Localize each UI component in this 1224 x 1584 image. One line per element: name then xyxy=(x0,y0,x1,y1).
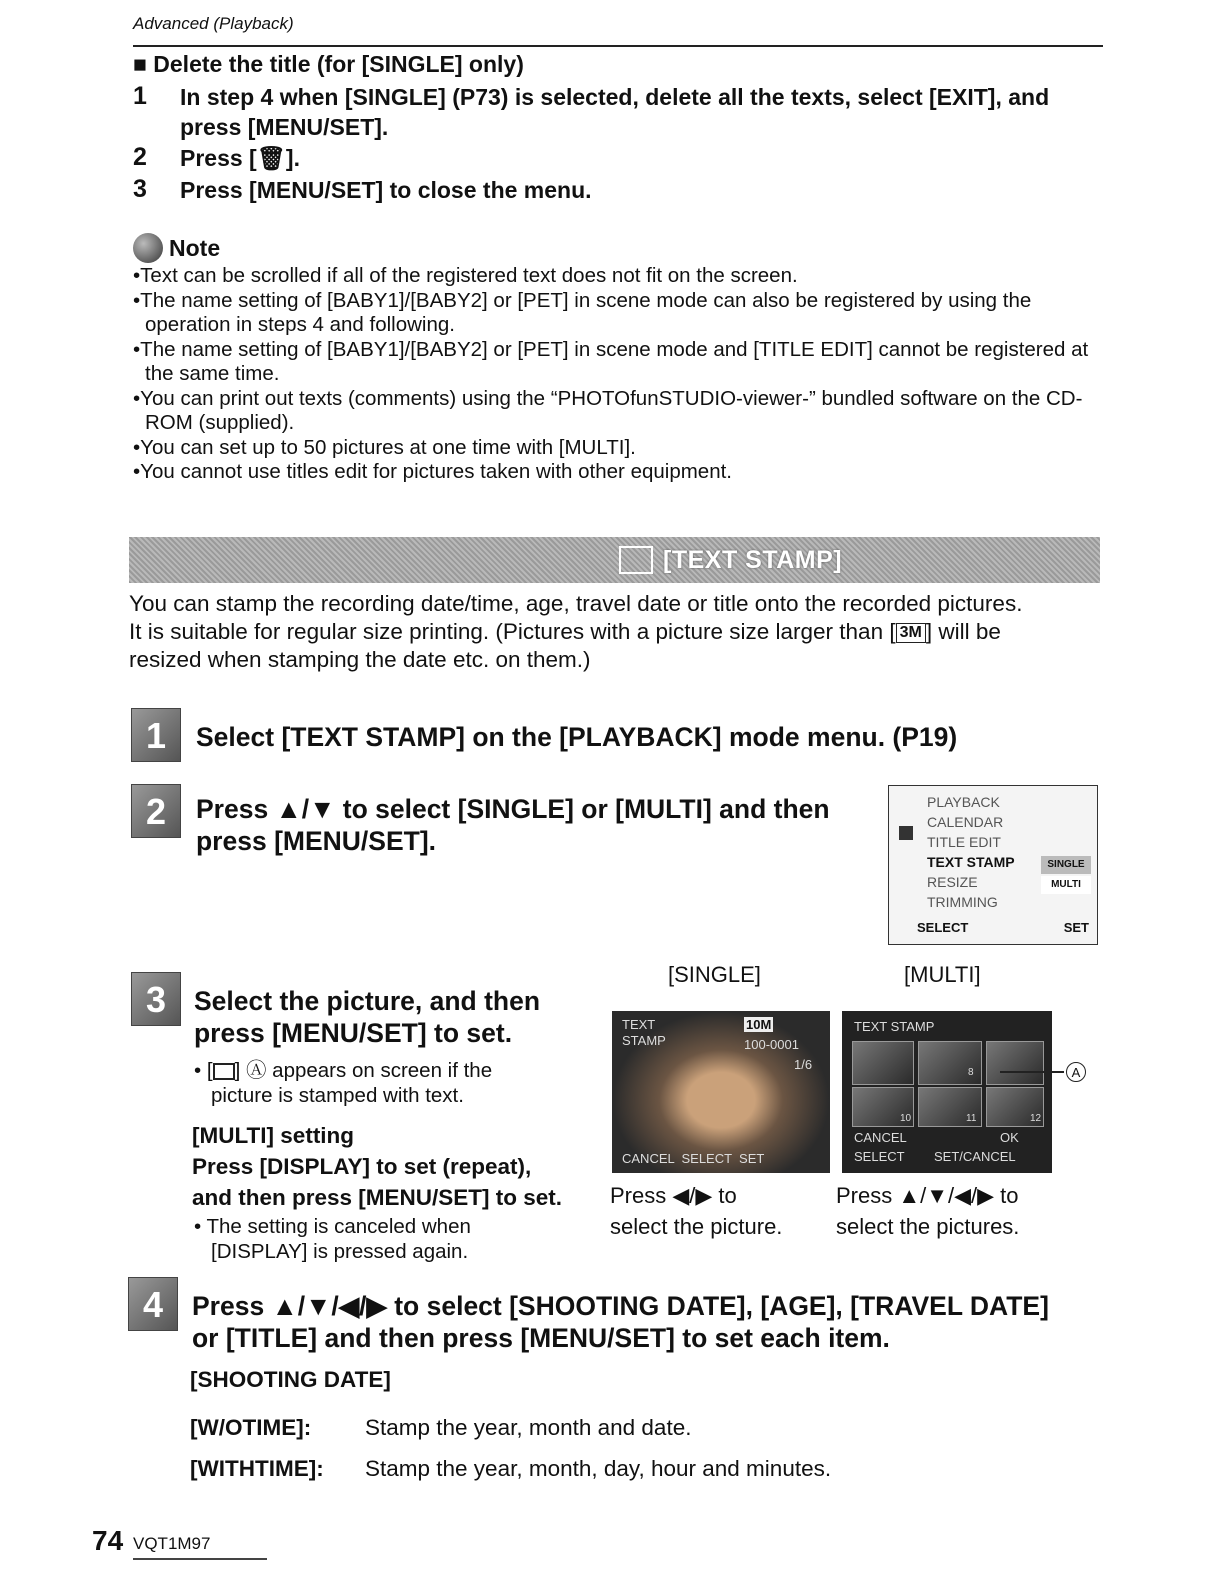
delete-step-2-num: 2 xyxy=(133,143,147,171)
multi-setting-block xyxy=(192,1120,612,1213)
multi-setting-line-2: and then press [MENU/SET] to set. xyxy=(192,1185,563,1210)
multi-foot-ok: OK xyxy=(1000,1130,1019,1145)
intro-line-1: You can stamp the recording date/time, age, travel date or title onto the recorded pictures. xyxy=(129,591,1023,616)
step-3-line-2: press [MENU/SET] to set. xyxy=(194,1018,513,1048)
single-top-left: TEXT STAMP xyxy=(622,1017,666,1048)
multi-caption-1: Press ▲/▼/◀/▶ to xyxy=(836,1183,1019,1208)
menu-item-text-stamp: TEXT STAMP xyxy=(927,854,1015,870)
text-stamp-icon xyxy=(619,546,653,574)
text-stamp-mark-icon xyxy=(213,1063,235,1080)
multi-caption-2: select the pictures. xyxy=(836,1214,1020,1239)
single-caption-2: select the picture. xyxy=(610,1214,783,1239)
multi-thumb xyxy=(852,1041,914,1085)
note-item: •You can set up to 50 pictures at one time with [MULTI]. xyxy=(133,435,636,459)
multi-num: 12 xyxy=(1030,1113,1042,1124)
multi-foot-select: SELECT xyxy=(854,1149,905,1164)
note-icon xyxy=(133,233,163,263)
multi-caption xyxy=(836,1180,1019,1242)
step-4-text xyxy=(192,1290,1049,1354)
delete-title-heading: ■ Delete the title (for [SINGLE] only) xyxy=(133,51,524,77)
intro-line-2b: ] will be xyxy=(925,619,1001,644)
bullet-2a: • The setting is canceled when xyxy=(194,1215,471,1238)
playback-tab-icon xyxy=(899,826,913,840)
marker-a: A xyxy=(1066,1062,1086,1082)
menu-item-title-edit: TITLE EDIT xyxy=(927,834,1001,850)
size-3m-icon: 3M xyxy=(896,623,926,643)
single-caption xyxy=(610,1180,782,1242)
note-item: •You can print out texts (comments) using the “PHOTOfunSTUDIO-viewer-” bundled software on the CD-ROM (supplied). xyxy=(133,386,1083,434)
multi-num: 8 xyxy=(968,1067,974,1078)
option-wotime-value: Stamp the year, month and date. xyxy=(365,1415,692,1440)
intro-line-2 xyxy=(129,618,1104,646)
playback-menu-screen xyxy=(888,785,1098,945)
menu-foot-set: SET xyxy=(1063,920,1089,935)
shooting-date-heading: [SHOOTING DATE] xyxy=(190,1367,391,1392)
menu-title: PLAYBACK xyxy=(927,794,1000,810)
step-3-bullet-1 xyxy=(194,1058,594,1108)
multi-thumb xyxy=(918,1041,982,1085)
delete-step-1-num: 1 xyxy=(133,82,147,110)
single-file: 100-0001 xyxy=(744,1037,799,1052)
delete-step-3-num: 3 xyxy=(133,175,147,203)
step-2-badge: 2 xyxy=(131,784,181,838)
menu-option-multi: MULTI xyxy=(1041,876,1091,894)
delete-step-3-text: Press [MENU/SET] to close the menu. xyxy=(180,177,592,203)
step-3-badge: 3 xyxy=(131,972,181,1026)
multi-thumb xyxy=(986,1041,1044,1085)
option-withtime-key: [WITHTIME]: xyxy=(190,1456,324,1481)
single-screen xyxy=(612,1011,830,1173)
note-heading-text: Note xyxy=(169,234,221,261)
step-1-text: Select [TEXT STAMP] on the [PLAYBACK] mode menu. (P19) xyxy=(196,722,958,752)
multi-foot-setcancel: SET/CANCEL xyxy=(934,1149,1016,1164)
step-2-line-1: Press ▲/▼ to select [SINGLE] or [MULTI] and then xyxy=(196,794,830,824)
step-2-line-2: press [MENU/SET]. xyxy=(196,826,437,856)
single-caption-1: Press ◀/▶ to xyxy=(610,1183,737,1208)
multi-setting-line-1: Press [DISPLAY] to set (repeat), xyxy=(192,1154,532,1179)
single-size: 10M xyxy=(746,1017,772,1032)
multi-foot-cancel: CANCEL xyxy=(854,1130,907,1145)
menu-item-calendar: CALENDAR xyxy=(927,814,1004,830)
bullet-1a: • [ xyxy=(194,1059,213,1082)
section-header: Advanced (Playback) xyxy=(133,14,294,33)
menu-item-resize: RESIZE xyxy=(927,874,978,890)
option-wotime-key: [W/OTIME]: xyxy=(190,1415,312,1440)
footer-rule xyxy=(133,1558,267,1560)
delete-step-2-text: Press [🗑]. xyxy=(180,145,300,171)
option-withtime-value: Stamp the year, month, day, hour and minutes. xyxy=(365,1456,832,1481)
intro-line-3: resized when stamping the date etc. on them.) xyxy=(129,647,591,672)
note-heading xyxy=(133,233,220,263)
single-count: 1/6 xyxy=(794,1057,813,1072)
bullet-1b: ] Ⓐ appears on screen if the xyxy=(234,1059,493,1082)
menu-foot-select: SELECT xyxy=(917,920,969,935)
text-stamp-banner xyxy=(129,537,1100,583)
multi-title: TEXT STAMP xyxy=(854,1019,935,1034)
step-3-bullet-2 xyxy=(194,1214,594,1264)
delete-step-1-text: In step 4 when [SINGLE] (P73) is selected, delete all the texts, select [EXIT], and press [MENU/SET]. xyxy=(180,84,1050,140)
bullet-2b: [DISPLAY] is pressed again. xyxy=(211,1240,469,1263)
multi-num: 11 xyxy=(966,1113,977,1124)
banner-title: [TEXT STAMP] xyxy=(663,545,843,574)
note-list xyxy=(133,264,1103,485)
single-foot: CANCEL SELECT SET xyxy=(622,1151,765,1166)
multi-setting-heading: [MULTI] setting xyxy=(192,1123,355,1148)
page-number: 74 xyxy=(92,1525,124,1556)
step-4-badge: 4 xyxy=(128,1277,178,1331)
step-3-text xyxy=(194,985,540,1049)
multi-num: 10 xyxy=(900,1113,912,1124)
step-3-line-1: Select the picture, and then xyxy=(194,986,541,1016)
bullet-1c: picture is stamped with text. xyxy=(211,1084,464,1107)
marker-leader-line xyxy=(1000,1071,1064,1073)
step-4-line-1: Press ▲/▼/◀/▶ to select [SHOOTING DATE], [AGE], [TRAVEL DATE] xyxy=(192,1291,1049,1321)
note-item: •You cannot use titles edit for pictures taken with other equipment. xyxy=(133,460,732,483)
note-item: •The name setting of [BABY1]/[BABY2] or [PET] in scene mode can also be registered by using the operation in steps 4 and following. xyxy=(133,288,1032,336)
step-4-line-2: or [TITLE] and then press [MENU/SET] to set each item. xyxy=(192,1323,890,1353)
header-rule xyxy=(133,45,1103,47)
doc-code: VQT1M97 xyxy=(133,1534,211,1553)
step-2-text xyxy=(196,793,830,857)
intro-paragraph xyxy=(129,590,1104,674)
menu-option-single: SINGLE xyxy=(1041,856,1091,874)
multi-screen xyxy=(842,1011,1052,1173)
note-item: •Text can be scrolled if all of the registered text does not fit on the screen. xyxy=(133,264,798,287)
note-item: •The name setting of [BABY1]/[BABY2] or [PET] in scene mode and [TITLE EDIT] cannot be registered at the same time. xyxy=(133,337,1089,385)
multi-label: [MULTI] xyxy=(904,962,981,987)
menu-item-trimming: TRIMMING xyxy=(927,894,998,910)
intro-line-2a: It is suitable for regular size printing. (Pictures with a picture size larger than [ xyxy=(129,619,896,644)
step-1-badge: 1 xyxy=(131,708,181,762)
single-label: [SINGLE] xyxy=(668,962,761,987)
